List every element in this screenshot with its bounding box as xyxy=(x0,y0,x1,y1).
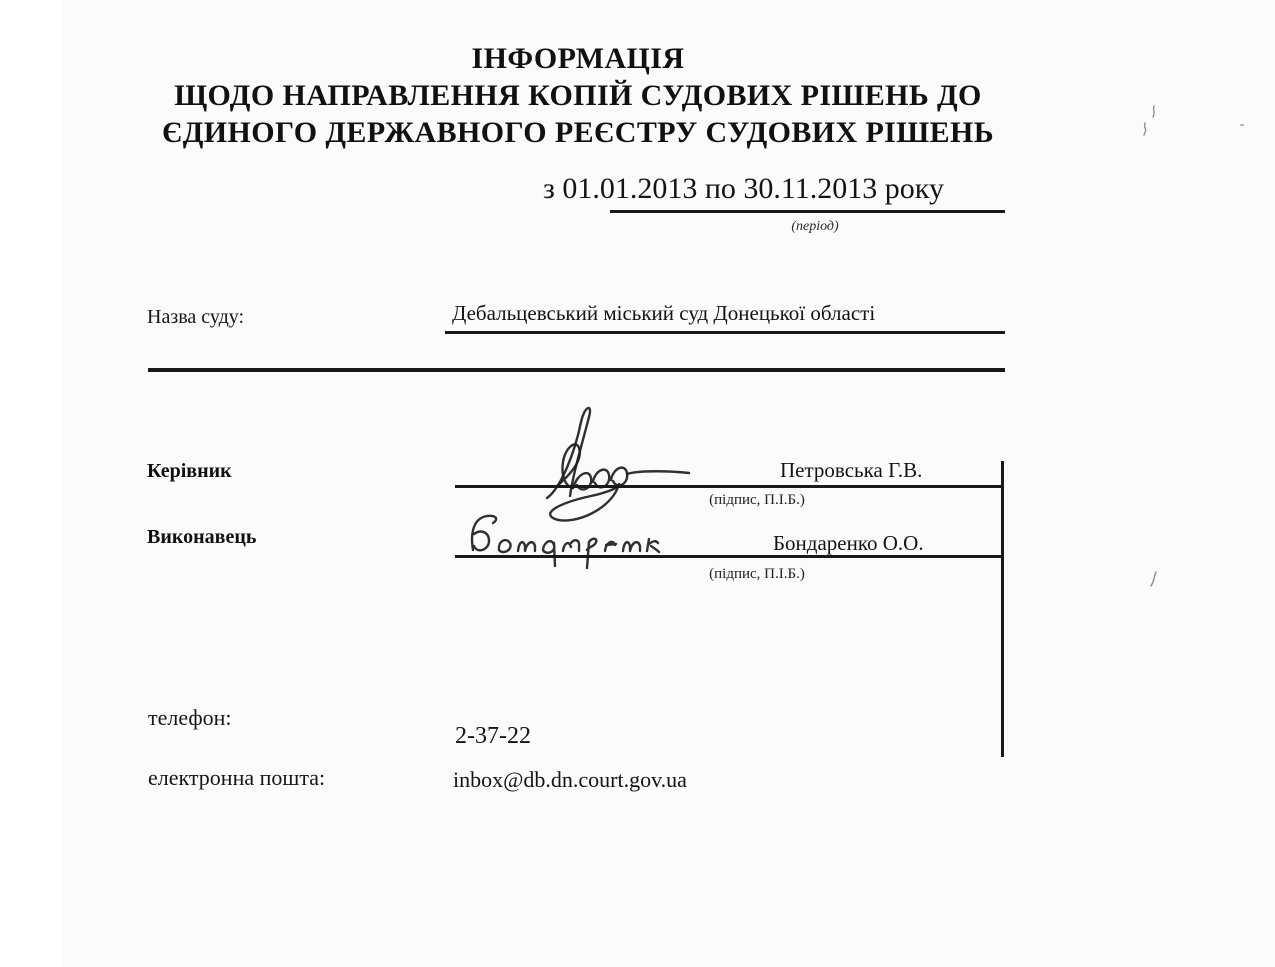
kerivnyk-name: Петровська Г.В. xyxy=(780,458,923,482)
vykonavets-role-label: Виконавець xyxy=(147,526,257,548)
email-label: електронна пошта: xyxy=(148,765,326,790)
vykonavets-signature-underline xyxy=(455,555,1003,558)
scan-artifact-mark xyxy=(1147,570,1161,590)
scan-edge-strip xyxy=(0,0,62,967)
vykonavets-signature xyxy=(463,510,663,572)
period-underline xyxy=(610,210,1005,213)
document-title xyxy=(148,40,1008,151)
scan-artifact-squiggle xyxy=(1138,103,1164,139)
email-value: inbox@db.dn.court.gov.ua xyxy=(453,767,687,792)
report-period-value: з 01.01.2013 по 30.11.2013 року xyxy=(543,172,944,205)
kerivnyk-role-label: Керівник xyxy=(147,460,232,482)
court-name-underline xyxy=(445,331,1005,334)
court-name-value: Дебальцевський міський суд Донецької області xyxy=(452,301,876,325)
section-divider-line xyxy=(148,368,1005,372)
document-title-line-3: ЄДИНОГО ДЕРЖАВНОГО РЕЄСТРУ СУДОВИХ РІШЕНЬ xyxy=(162,116,994,149)
document-title-line-1: ІНФОРМАЦІЯ xyxy=(471,42,685,75)
phone-label: телефон: xyxy=(148,705,232,730)
vykonavets-signature-caption: (підпис, П.І.Б.) xyxy=(709,566,805,582)
kerivnyk-signature-underline xyxy=(455,485,1003,488)
period-caption: (період) xyxy=(791,219,839,234)
phone-value: 2-37-22 xyxy=(455,723,531,749)
document-title-line-2: ЩОДО НАПРАВЛЕННЯ КОПІЙ СУДОВИХ РІШЕНЬ ДО xyxy=(174,79,982,112)
kerivnyk-signature-caption: (підпис, П.І.Б.) xyxy=(709,492,805,508)
right-vertical-line xyxy=(1001,461,1004,757)
scan-artifact-dot xyxy=(1240,124,1244,126)
court-name-label: Назва суду: xyxy=(147,306,245,328)
vykonavets-name: Бондаренко О.О. xyxy=(773,531,924,555)
